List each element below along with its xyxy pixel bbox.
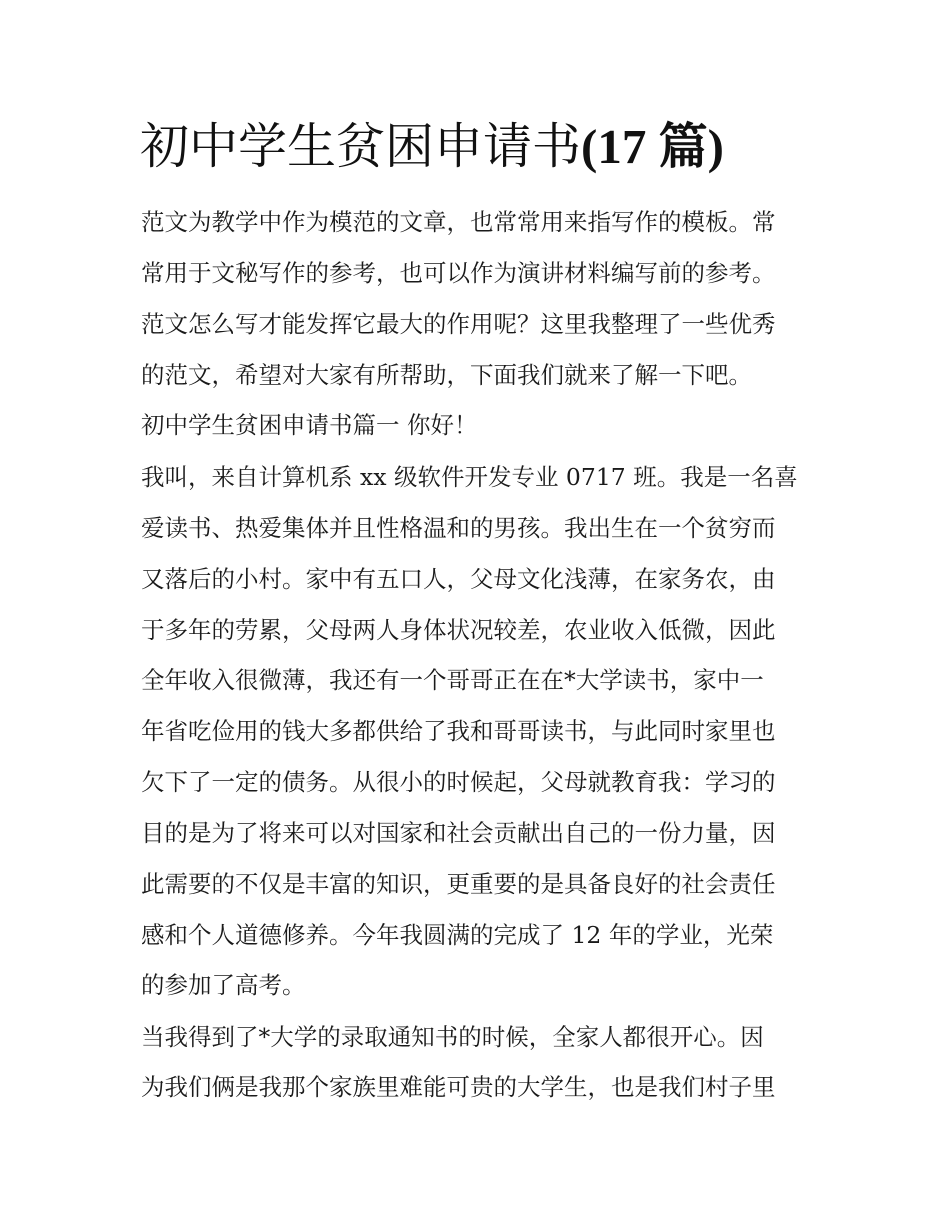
text-line: 全年收入很微薄，我还有一个哥哥正在在*大学读书，家中一 (141, 666, 764, 694)
text-line: 年省吃俭用的钱大多都供给了我和哥哥读书，与此同时家里也 (141, 717, 776, 745)
text-line: 的参加了高考。 (141, 971, 306, 999)
text-line: 此需要的不仅是丰富的知识，更重要的是具备良好的社会责任 (141, 870, 776, 898)
text-line: 当我得到了*大学的录取通知书的时候，全家人都很开心。因 (141, 1023, 764, 1051)
text-line: 感和个人道德修养。今年我圆满的完成了 12 年的学业，光荣 (141, 921, 774, 949)
text-line: 又落后的小村。家中有五口人，父母文化浅薄，在家务农，由 (141, 565, 776, 593)
text-line: 欠下了一定的债务。从很小的时候起，父母就教育我：学习的 (141, 768, 776, 796)
text-line: 为我们俩是我那个家族里难能可贵的大学生，也是我们村子里 (141, 1073, 776, 1101)
text-line: 爱读书、热爱集体并且性格温和的男孩。我出生在一个贫穷而 (141, 514, 776, 542)
title-text: 初中学生贫困申请书 (140, 118, 582, 175)
text-line: 的范文，希望对大家有所帮助，下面我们就来了解一下吧。 (141, 361, 752, 389)
text-line: 目的是为了将来可以对国家和社会贡献出自己的一份力量，因 (141, 819, 776, 847)
title-count: (17 篇) (581, 119, 724, 174)
text-line: 我叫，来自计算机系 xx 级软件开发专业 0717 班。我是一名喜 (141, 463, 798, 491)
document-title (140, 112, 724, 182)
text-line: 范文为教学中作为模范的文章，也常常用来指写作的模板。常 (141, 208, 776, 236)
text-line: 范文怎么写才能发挥它最大的作用呢？这里我整理了一些优秀 (141, 310, 776, 338)
text-line: 于多年的劳累，父母两人身体状况较差，农业收入低微，因此 (141, 616, 776, 644)
text-line: 常用于文秘写作的参考，也可以作为演讲材料编写前的参考。 (141, 259, 776, 287)
section-heading: 初中学生贫困申请书篇一 你好！ (141, 411, 478, 439)
